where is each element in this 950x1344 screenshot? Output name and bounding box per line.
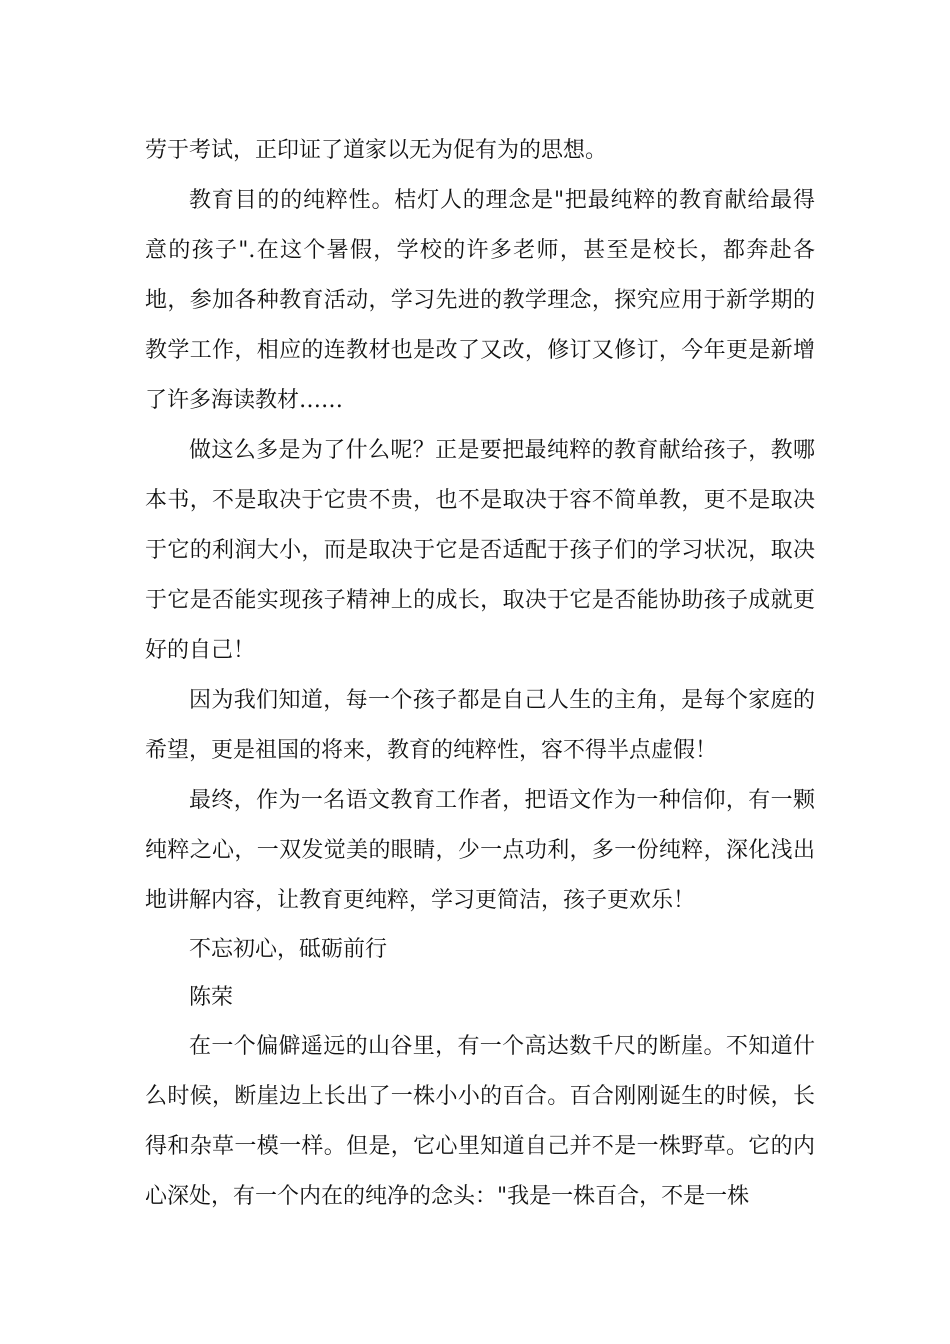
article-author: 陈荣 [189, 985, 234, 1010]
document-body [145, 126, 815, 1222]
paragraph-lily-story: 在一个偏僻遥远的山谷里，有一个高达数千尺的断崖。不知道什么时候，断崖边上长出了一株小小的百合。百合刚刚诞生的时候，长得和杂草一模一样。但是，它心里知道自己并不是一株野草。它的内心深处，有一个内在的纯净的念头："我是一株百合，不是一株 [145, 1034, 815, 1209]
paragraph-why-so-much: 做这么多是为了什么呢？正是要把最纯粹的教育献给孩子，教哪本书，不是取决于它贵不贵，也不是取决于容不简单教，更不是取决于它的利润大小，而是取决于它是否适配于孩子们的学习状况，取决于它是否能实现孩子精神上的成长，取决于它是否能协助孩子成就更好的自己！ [145, 438, 815, 663]
article-title: 不忘初心，砥砺前行 [189, 937, 388, 962]
paragraph-continuation: 劳于考试，正印证了道家以无为促有为的思想。 [145, 138, 608, 163]
paragraph-every-child: 因为我们知道，每一个孩子都是自己人生的主角，是每个家庭的希望，更是祖国的将来，教育的纯粹性，容不得半点虚假！ [145, 688, 815, 763]
paragraph-conclusion: 最终，作为一名语文教育工作者，把语文作为一种信仰，有一颗纯粹之心，一双发觉美的眼睛，少一点功利，多一份纯粹，深化浅出地讲解内容，让教育更纯粹，学习更简洁，孩子更欢乐！ [145, 788, 815, 913]
paragraph-education-purity: 教育目的的纯粹性。桔灯人的理念是"把最纯粹的教育献给最得意的孩子".在这个暑假，学校的许多老师，甚至是校长，都奔赴各地，参加各种教育活动，学习先进的教学理念，探究应用于新学期的教学工作，相应的连教材也是改了又改，修订又修订，今年更是新增了许多海读教材…… [145, 188, 815, 413]
